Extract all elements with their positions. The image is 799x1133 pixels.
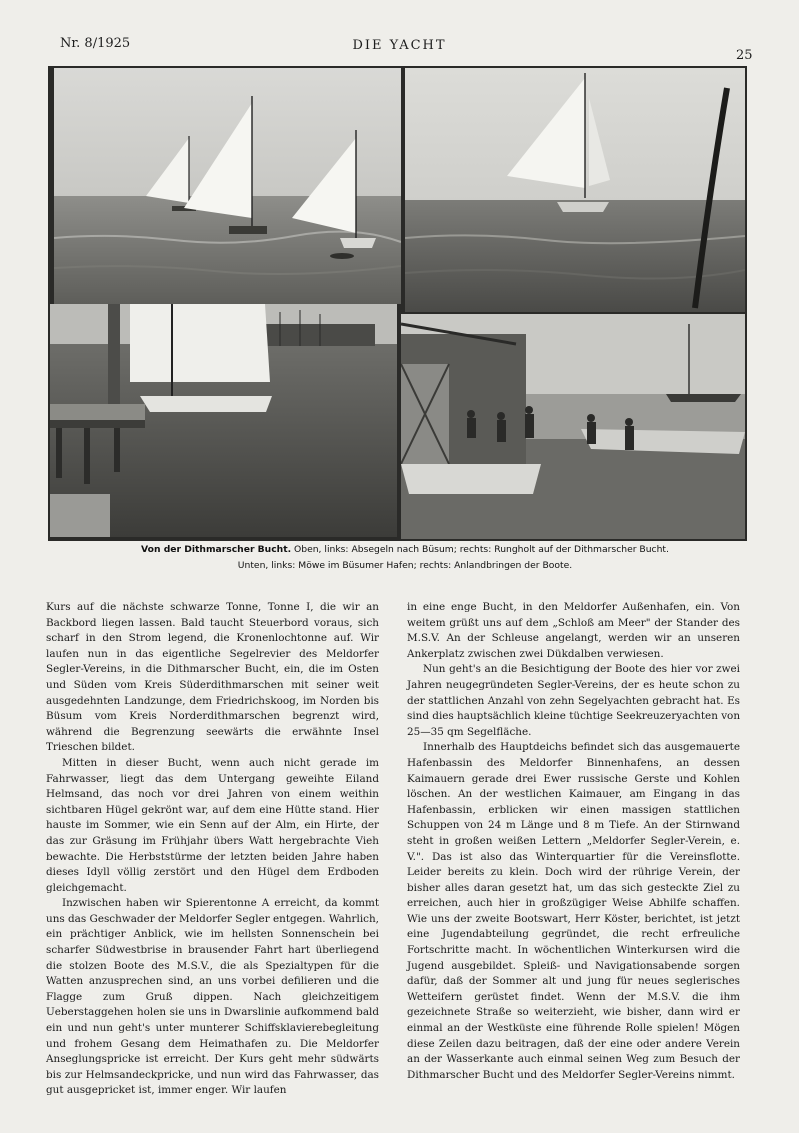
photo-collage bbox=[48, 66, 747, 541]
magazine-title: DIE YACHT bbox=[352, 38, 447, 53]
caption-title: Von der Dithmarscher Bucht. bbox=[141, 544, 292, 555]
harbor-photo bbox=[50, 304, 397, 537]
paragraph: Kurs auf die nächste schwarze Tonne, Tonne I, die wir an Backbord liegen lassen. Bald taucht Steuerbord voraus, sich scharf in den Strom legend, die Kronenlochtonne auf. Wir laufen nun in das eigentliche Segelrevier des Meldorfer Segler-Vereins, in die Dithmarscher Bucht, ein, die im Osten und Süden vom Kreis Süderdithmarschen mit seiner weit ausgedehnten Landzunge, dem Friedrichskoog, im Norden bis Büsum vom Kreis Norderdithmarschen begrenzt wird, während die Begrenzung seewärts die erwähnte Insel Trieschen bildet. bbox=[46, 601, 379, 754]
paragraph: Mitten in dieser Bucht, wenn auch nicht gerade im Fahrwasser, liegt das dem Untergang geweihte Eiland Helmsand, das noch vor drei Jahren von einem weithin sichtbaren Hügel gekrönt war, auf dem eine Hütte stand. Hier hauste im Sommer, wie ein Senn auf der Alm, ein Hirte, der das zur Gräsung im Frühjahr übers Watt hergebrachte Vieh bewachte. Die Herbststürme der letzten beiden Jahre haben dieses Idyll völlig zerstört und den Hügel dem Erdboden gleichgemacht. bbox=[46, 756, 379, 894]
paragraph: Innerhalb des Hauptdeichs befindet sich das ausgemauerte Hafenbassin des Meldorfer Binnenhafens, an dessen Kaimauern gerade drei Ewer russische Gerste und Kohlen löschen. An der westlichen Kaimauer, am Eingang in das Hafenbassin, erblicken wir einen massigen stattlichen Schuppen von 24 m Länge und 8 m Tiefe. An der Stirnwand steht in großen weißen Lettern „Meldorfer Segler-Verein, e. V.". Das ist also das Winterquartier für die Vereinsflotte. Leider bereits zu klein. Doch wird der rührige Verein, der bisher alles daran gesetzt hat, um das sich gesteckte Ziel zu erreichen, auch hier in großzügiger Weise Abhilfe schaffen. Wie uns der zweite Bootswart, Herr Köster, berichtet, ist jetzt eine Jugendabteilung gegründet, die recht erfreuliche Fortschritte macht. In wöchentlichen Winterkursen wird die Jugend ausgebildet. Spleiß- und Navigationsabende sorgen dafür, daß der Sommer alt und jung für neues seglerisches Wetteifern gerüstet findet. Wenn der M.S.V. die ihm gezeichnete Straße so weiterzieht, wie bisher, dann wird er einmal an der Westküste eine führende Rolle spielen! Mögen diese Zeilen dazu beitragen, daß der eine oder andere Verein an der Wasserkante auch einmal seinen Weg zum Besuch der Dithmarscher Bucht und des Meldorfer Segler-Vereins nimmt. bbox=[407, 741, 740, 1081]
paragraph: Inzwischen haben wir Spierentonne A erreicht, da kommt uns das Geschwader der Meldorfer Segler entgegen. Wahrlich, ein prächtiger Anblick, wie im hellsten Sonnenschein bei scharfer Südwestbrise in brausender Fahrt hart überliegend die stolzen Boote des M.S.V., die als Spezialtypen für die Watten anzusprechen sind, an uns vorbei defilieren und die Flagge zum Gruß dippen. Nach gleichzeitigem Ueberstaggehen holen sie uns in Dwarslinie aufkommend bald ein und nun geht's unter munterer Schiffsklavierebegleitung und frohem Gesang dem Heimathafen zu. Die Meldorfer Anseglungspricke ist erreicht. Der Kurs geht mehr südwärts bis zur Helmsandeckpricke, und nun wird das Fahrwasser, das gut ausgepricket ist, immer enger. Wir laufen bbox=[46, 897, 379, 1097]
page-number: 25 bbox=[736, 48, 753, 63]
photo-caption bbox=[60, 542, 750, 574]
sailboat-photo bbox=[405, 68, 745, 312]
caption-line-2: Unten, links: Möwe im Büsumer Hafen; rechts: Anlandbringen der Boote. bbox=[237, 560, 573, 571]
boat-landing-photo bbox=[401, 314, 745, 539]
sailboats-photo bbox=[54, 68, 401, 304]
article-column-left bbox=[46, 600, 379, 1099]
paragraph: Nun geht's an die Besichtigung der Boote des hier vor zwei Jahren neugegründeten Segler-Vereins, der es heute schon zu der stattlichen Anzahl von zehn Segelyachten gebracht hat. Es sind dies hauptsächlich kleine tüchtige Seekreuzeryachten von 25—35 qm Segelfläche. bbox=[407, 663, 741, 738]
issue-number: Nr. 8/1925 bbox=[60, 36, 131, 51]
paragraph: in eine enge Bucht, in den Meldorfer Außenhafen, ein. Von weitem grüßt uns auf dem „Schloß am Meer" der Stander des M.S.V. An der Schleuse angelangt, werden wir an unseren Ankerplatz zwischen zwei Dükdalben verwiesen. bbox=[407, 601, 740, 660]
caption-line-1: Oben, links: Absegeln nach Büsum; rechts: Rungholt auf der Dithmarscher Bucht. bbox=[294, 544, 669, 555]
article-column-right bbox=[407, 600, 740, 1083]
